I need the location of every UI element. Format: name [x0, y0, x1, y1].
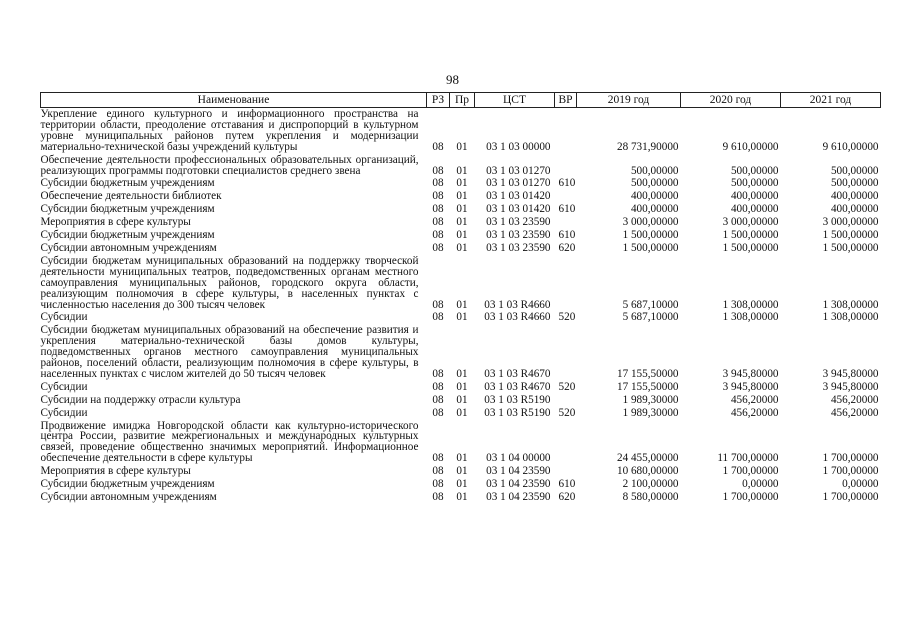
cell-cst: 03 1 04 23590	[486, 478, 551, 491]
cell-pr: 01	[456, 177, 468, 190]
cell-name: Мероприятия в сфере культуры	[40, 465, 191, 478]
cell-y2019: 1 500,00000	[622, 229, 679, 242]
table-row	[41, 324, 881, 381]
cell-rz: 08	[432, 452, 444, 465]
cell-pr: 01	[456, 164, 468, 177]
cell-y2019: 500,00000	[630, 164, 679, 177]
cell-vr	[555, 108, 577, 154]
cell-y2021: 500,00000	[830, 177, 879, 190]
cell-rz: 08	[432, 406, 444, 419]
cell-name: Субсидии	[40, 311, 88, 324]
cell-y2019: 24 455,00000	[616, 452, 679, 465]
table-row	[41, 491, 881, 504]
table-row	[41, 394, 881, 407]
table-row	[41, 190, 881, 203]
cell-name: Субсидии бюджетным учреждениям	[40, 177, 215, 190]
header-rz: РЗ	[427, 93, 450, 108]
table-header-row	[41, 93, 881, 108]
cell-vr: 520	[558, 380, 576, 393]
cell-rz: 08	[432, 393, 444, 406]
cell-cst: 03 1 03 R4670	[484, 367, 551, 380]
cell-y2020: 3 000,00000	[722, 216, 779, 229]
cell-y2020: 456,20000	[730, 393, 779, 406]
cell-rz: 08	[432, 164, 444, 177]
table-row	[41, 407, 881, 420]
cell-y2021: 400,00000	[830, 190, 879, 203]
cell-pr: 01	[456, 393, 468, 406]
table-row	[41, 108, 881, 154]
cell-vr	[555, 190, 577, 203]
cell-y2021: 0,00000	[842, 478, 879, 491]
cell-y2021: 456,20000	[830, 406, 879, 419]
header-2019: 2019 год	[577, 93, 681, 108]
cell-cst: 03 1 03 R5190	[484, 393, 551, 406]
budget-table	[40, 92, 881, 504]
cell-cst: 03 1 03 23590	[486, 229, 551, 242]
cell-cst: 03 1 04 23590	[486, 465, 551, 478]
cell-vr	[555, 255, 577, 312]
cell-cst: 03 1 03 01420	[486, 203, 551, 216]
cell-pr: 01	[456, 140, 468, 153]
cell-name: Субсидии бюджетам муниципальных образований на поддержку творческой деятельности муниципальных театров, подведомственных органам местного самоуправления муниципальных районов, городского округа области, реализующим полномочия в сфере культуры, в населенных пунктах с численностью населения до 300 тысяч человек	[40, 254, 419, 311]
cell-y2020: 9 610,00000	[722, 140, 779, 153]
cell-y2021: 400,00000	[830, 203, 879, 216]
cell-rz: 08	[432, 367, 444, 380]
cell-y2021: 1 308,00000	[822, 311, 879, 324]
table-row	[41, 177, 881, 190]
cell-vr	[555, 420, 577, 466]
cell-y2020: 3 945,80000	[722, 367, 779, 380]
header-2020: 2020 год	[681, 93, 781, 108]
cell-vr: 610	[558, 229, 576, 242]
cell-name: Продвижение имиджа Новгородской области как культурно-исторического центра России, развитие межрегиональных и международных культурных связей, проведение общественно значимых мероприятий. Информационное обеспечение деятельности в сфере культуры	[40, 419, 419, 465]
table-row	[41, 420, 881, 466]
cell-pr: 01	[456, 203, 468, 216]
cell-rz: 08	[432, 491, 444, 503]
cell-y2020: 1 500,00000	[722, 241, 779, 254]
table-row	[41, 465, 881, 478]
cell-pr: 01	[456, 491, 468, 503]
cell-y2021: 9 610,00000	[822, 140, 879, 153]
cell-y2020: 400,00000	[730, 203, 779, 216]
cell-pr: 01	[456, 452, 468, 465]
cell-y2021: 1 500,00000	[822, 229, 879, 242]
cell-y2020: 0,00000	[742, 478, 779, 491]
cell-vr: 520	[558, 311, 576, 324]
cell-y2020: 456,20000	[730, 406, 779, 419]
cell-name: Субсидии бюджетным учреждениям	[40, 229, 215, 242]
cell-y2020: 3 945,80000	[722, 380, 779, 393]
cell-vr: 620	[558, 491, 576, 503]
cell-cst: 03 1 03 01270	[486, 177, 551, 190]
cell-rz: 08	[432, 311, 444, 324]
cell-y2021: 500,00000	[830, 164, 879, 177]
cell-y2020: 400,00000	[730, 190, 779, 203]
cell-name: Субсидии бюджетным учреждениям	[40, 203, 215, 216]
cell-cst: 03 1 03 R4660	[484, 311, 551, 324]
cell-pr: 01	[456, 229, 468, 242]
cell-name: Субсидии	[40, 380, 88, 393]
cell-rz: 08	[432, 298, 444, 311]
cell-pr: 01	[456, 367, 468, 380]
cell-y2021: 3 000,00000	[822, 216, 879, 229]
header-2021: 2021 год	[781, 93, 881, 108]
header-pr: Пр	[450, 93, 475, 108]
cell-y2019: 400,00000	[630, 190, 679, 203]
table-body	[41, 108, 881, 504]
cell-rz: 08	[432, 229, 444, 242]
cell-rz: 08	[432, 203, 444, 216]
cell-name: Мероприятия в сфере культуры	[40, 216, 191, 229]
cell-y2020: 1 308,00000	[722, 298, 779, 311]
cell-vr: 520	[558, 406, 576, 419]
cell-y2019: 1 500,00000	[622, 241, 679, 254]
cell-name: Укрепление единого культурного и информационного пространства на территории области, преодоление отставания и диспропорций в культурном уровне муниципальных районов путем укрепления и модернизации материально-технической базы учреждений культуры	[40, 108, 419, 153]
cell-y2020: 1 700,00000	[722, 465, 779, 478]
cell-vr	[555, 216, 577, 229]
cell-y2019: 1 989,30000	[622, 393, 679, 406]
cell-name: Субсидии автономным учреждениям	[40, 241, 217, 254]
cell-pr: 01	[456, 241, 468, 254]
cell-y2019: 17 155,50000	[616, 367, 679, 380]
table-row	[41, 255, 881, 312]
cell-pr: 01	[456, 190, 468, 203]
table-row	[41, 478, 881, 491]
header-name: Наименование	[41, 93, 427, 108]
cell-name: Субсидии бюджетным учреждениям	[40, 478, 215, 491]
cell-y2021: 456,20000	[830, 393, 879, 406]
cell-rz: 08	[432, 465, 444, 478]
cell-y2019: 3 000,00000	[622, 216, 679, 229]
cell-y2019: 500,00000	[630, 177, 679, 190]
table-row	[41, 216, 881, 229]
cell-vr: 610	[558, 177, 576, 190]
header-vr: ВР	[555, 93, 577, 108]
cell-y2020: 1 308,00000	[722, 311, 779, 324]
header-cst: ЦСТ	[475, 93, 555, 108]
cell-y2020: 500,00000	[730, 177, 779, 190]
table-row	[41, 154, 881, 178]
cell-name: Субсидии бюджетам муниципальных образований на обеспечение развития и укрепления материально-технической базы домов культуры, подведомственных органов местного самоуправления муниципальных районов, поселений области, реализующим полномочия в сфере культуры, в населенных пунктах с числом жителей до 50 тысяч человек	[40, 324, 419, 380]
cell-y2020: 500,00000	[730, 164, 779, 177]
cell-vr	[555, 465, 577, 478]
cell-vr	[555, 154, 577, 178]
cell-pr: 01	[456, 216, 468, 229]
cell-rz: 08	[432, 478, 444, 491]
cell-y2021: 1 308,00000	[822, 298, 879, 311]
cell-pr: 01	[456, 478, 468, 491]
cell-vr: 620	[558, 241, 576, 254]
table-row	[41, 242, 881, 255]
table-row	[41, 381, 881, 394]
cell-y2020: 11 700,00000	[717, 452, 779, 465]
cell-cst: 03 1 03 R4670	[484, 380, 551, 393]
cell-rz: 08	[432, 190, 444, 203]
cell-y2019: 17 155,50000	[616, 380, 679, 393]
cell-y2019: 5 687,10000	[622, 311, 679, 324]
cell-y2021: 3 945,80000	[822, 367, 879, 380]
cell-y2019: 1 989,30000	[622, 406, 679, 419]
cell-rz: 08	[432, 216, 444, 229]
cell-rz: 08	[432, 380, 444, 393]
cell-vr	[555, 324, 577, 381]
cell-y2021: 1 700,00000	[822, 452, 879, 465]
cell-pr: 01	[456, 465, 468, 478]
table-row	[41, 229, 881, 242]
page-number: 98	[446, 72, 459, 87]
cell-cst: 03 1 03 01420	[486, 190, 551, 203]
cell-cst: 03 1 03 00000	[486, 140, 551, 153]
cell-cst: 03 1 03 23590	[486, 216, 551, 229]
cell-vr: 610	[558, 478, 576, 491]
cell-y2019: 28 731,90000	[616, 140, 679, 153]
cell-rz: 08	[432, 140, 444, 153]
cell-y2019: 400,00000	[630, 203, 679, 216]
cell-pr: 01	[456, 311, 468, 324]
cell-pr: 01	[456, 380, 468, 393]
cell-cst: 03 1 04 00000	[486, 452, 551, 465]
cell-pr: 01	[456, 406, 468, 419]
cell-y2020: 1 500,00000	[722, 229, 779, 242]
cell-name: Обеспечение деятельности библиотек	[40, 190, 222, 203]
cell-cst: 03 1 04 23590	[486, 491, 551, 503]
table-row	[41, 203, 881, 216]
cell-name: Обеспечение деятельности профессиональных образовательных организаций, реализующих программы подготовки специалистов среднего звена	[40, 153, 419, 177]
cell-y2021: 1 700,00000	[822, 465, 879, 478]
cell-y2021: 1 700,00000	[822, 491, 879, 503]
cell-cst: 03 1 03 01270	[486, 164, 551, 177]
cell-y2021: 1 500,00000	[822, 241, 879, 254]
cell-y2019: 8 580,00000	[622, 491, 679, 503]
cell-rz: 08	[432, 177, 444, 190]
cell-name: Субсидии	[40, 406, 88, 419]
cell-vr: 610	[558, 203, 576, 216]
cell-y2021: 3 945,80000	[822, 380, 879, 393]
cell-rz: 08	[432, 241, 444, 254]
cell-y2019: 2 100,00000	[622, 478, 679, 491]
table-row	[41, 311, 881, 324]
cell-y2019: 10 680,00000	[616, 465, 679, 478]
cell-name: Субсидии на поддержку отрасли культура	[40, 393, 241, 406]
cell-cst: 03 1 03 23590	[486, 241, 551, 254]
cell-cst: 03 1 03 R4660	[484, 298, 551, 311]
cell-cst: 03 1 03 R5190	[484, 406, 551, 419]
cell-pr: 01	[456, 298, 468, 311]
cell-y2020: 1 700,00000	[722, 491, 779, 503]
cell-name: Субсидии автономным учреждениям	[40, 491, 217, 503]
cell-vr	[555, 394, 577, 407]
cell-y2019: 5 687,10000	[622, 298, 679, 311]
